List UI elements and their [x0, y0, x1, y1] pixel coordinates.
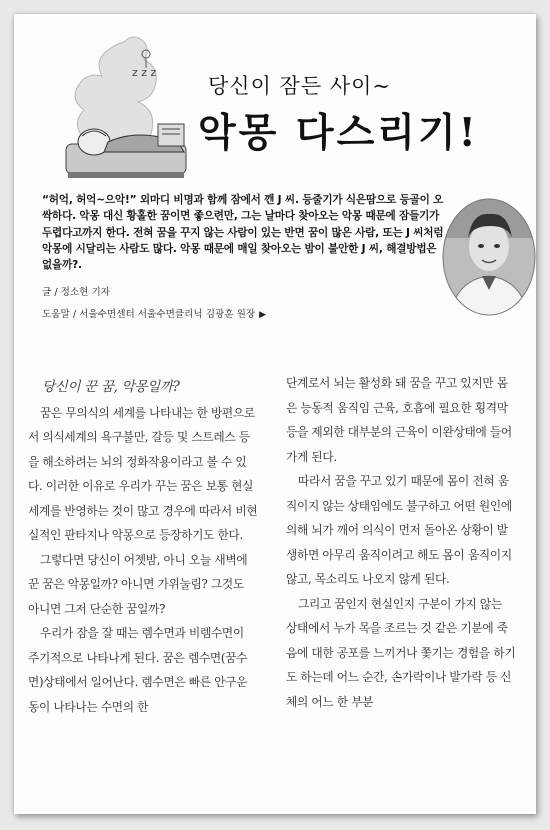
doctor-portrait-photo: [442, 198, 536, 316]
section-heading: 당신이 꾼 꿈, 악몽일까?: [42, 379, 180, 395]
article-subtitle: 당신이 잠든 사이~: [208, 74, 391, 98]
arrow-right-icon: ▶: [259, 310, 267, 320]
article-intro: “허억, 허억~으악!” 외마디 비명과 함께 잠에서 깬 J 씨. 등줄기가 식은땀으로 등골이 오싹하다. 악몽 대신 황홀한 꿈이면 좋으련만, 그는 날마다 찾아오는 악몽 때문에 잠들기가 두렵다고까지 한다. 전혀 꿈을 꾸지 않는 사람이 있는 반면 꿈이 많은 사람, 또는 J 씨처럼 악몽에 시달리는 사람도 많다. 악몽 때문에 매일 찾아오는 밤이 불안한 J 씨, 해결방법은 없을까?.: [42, 194, 444, 272]
article-column-left: [28, 371, 258, 719]
article-byline: 글 / 정소현 기자: [42, 287, 110, 298]
left-paragraph-2: 그렇다면 당신이 어젯밤, 아니 오늘 새벽에 꾼 꿈은 악몽일까? 아니면 가위눌림? 그것도 아니면 그저 단순한 꿈일까?: [28, 552, 248, 616]
left-paragraph-1: 꿈은 무의식의 세계를 나타내는 한 방편으로서 의식세계의 욕구불만, 갈등 및 스트레스 등을 해소하려는 뇌의 정화작용이라고 볼 수 있다. 이러한 이유로 우리가 꾸는 꿈은 보통 현실세계를 반영하는 것이 많고 경우에 따라서 비현실적인 판타지나 악몽으로 등장하기도 한다.: [28, 405, 258, 542]
right-paragraph-3: 그리고 꿈인지 현실인지 구분이 가지 않는 상태에서 누가 목을 조르는 것 같은 기분에 죽음에 대한 공포를 느끼거나 쫓기는 경험을 하기도 하는데 어느 순간, 손가락이나 발가락 등 신체의 어느 한 부분: [286, 596, 516, 709]
magazine-page: [14, 14, 536, 814]
sleeping-person-illustration: [36, 24, 206, 194]
article-credit: [42, 306, 266, 320]
article-column-right: [286, 371, 516, 714]
zzz-text: z z z: [132, 66, 157, 79]
right-paragraph-2: 따라서 꿈을 꾸고 있기 때문에 몸이 전혀 움직이지 않는 상태임에도 불구하고 어떤 원인에 의해 뇌가 깨어 의식이 먼저 돌아온 상황이 발생하면 아무리 움직이려고 해도 몸이 움직이지 않고, 목소리도 나오지 않게 된다.: [286, 474, 512, 586]
right-paragraph-1: 단계로서 뇌는 활성화 돼 꿈을 꾸고 있지만 몸은 능동적 움직임 근육, 호흡에 필요한 횡격막 등을 제외한 대부분의 근육이 이완상태에 들어가게 된다.: [286, 376, 512, 464]
title-block: [194, 70, 514, 158]
credit-text: 도움말 / 서울수면센터 서울수면클리닉 김광훈 원장: [42, 309, 256, 320]
left-paragraph-3: 우리가 잠을 잘 때는 렘수면과 비렘수면이 주기적으로 나타나게 된다. 꿈은 렘수면(꿈수면)상태에서 일어난다. 렘수면은 빠른 안구운동이 나타나는 수면의 한: [28, 626, 248, 714]
article-title: 악몽 다스리기!: [198, 110, 479, 156]
